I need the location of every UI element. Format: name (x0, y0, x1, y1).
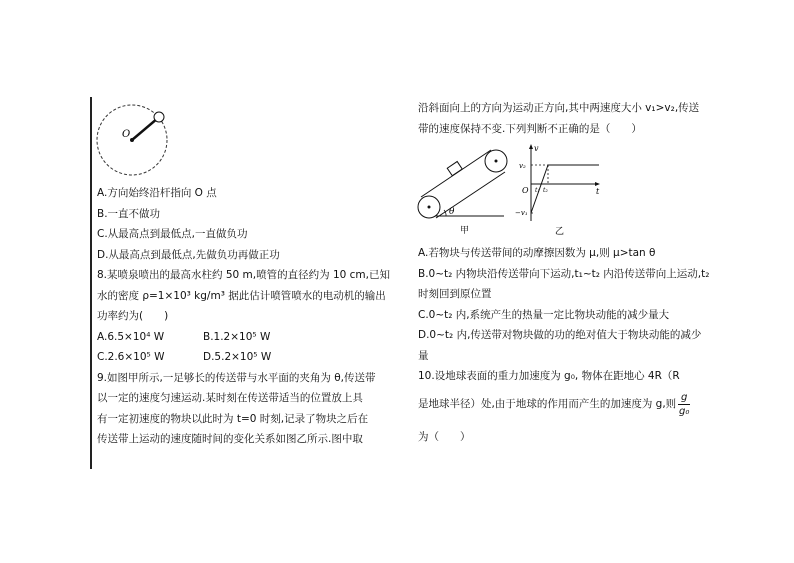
q7-option-c: C.从最高点到最低点,一直做负功 (97, 228, 248, 240)
right-column-bottom (418, 243, 723, 447)
q8-options-row (97, 327, 415, 348)
q8-option-b: B.1.2×10⁵ W (203, 330, 271, 343)
circle-rod-figure (95, 100, 175, 180)
g-ratio-fraction (678, 391, 690, 418)
q8-stem-line: 水的密度 ρ=1×10³ kg/m³ 据此估计喷管喷水的电动机的输出 (97, 289, 386, 302)
q8-options-row (97, 347, 415, 368)
q9-option-a: A.若物块与传送带间的动摩擦因数为 μ,则 μ>tan θ (418, 247, 656, 259)
margin-rule (90, 97, 92, 469)
v-axis-label: v (534, 144, 539, 153)
q8-stem-line: 功率约为( ) (97, 310, 169, 322)
v1-label: −v₁ (515, 209, 528, 217)
fraction-denominator: g₀ (679, 406, 690, 417)
q8-option-c: C.2.6×10⁵ W (97, 351, 165, 363)
q9-option-b-cont: 时刻回到原位置 (418, 288, 492, 300)
conveyor-belt-figure (416, 143, 516, 235)
q9-stem-cont: 沿斜面向上的方向为运动正方向,其中两速度大小 v₁>v₂,传送 (418, 102, 700, 114)
q10-stem-line (418, 387, 723, 423)
figure-jia-caption: 甲 (460, 226, 470, 235)
q9-option-c: C.0~t₂ 内,系统产生的热量一定比物块动能的减少量大 (418, 308, 670, 321)
q8-stem-line: 8.某喷泉喷出的最高水柱约 50 m,喷管的直径约为 10 cm,已知 (97, 269, 390, 281)
left-column (97, 183, 415, 450)
t2-label: t₂ (543, 187, 548, 194)
q8-option-d: D.5.2×10⁵ W (203, 351, 272, 363)
q10-line2-text: 是地球半径）处,由于地球的作用而产生的加速度为 g,则 (418, 398, 677, 411)
q8-option-a: A.6.5×10⁴ W (97, 330, 165, 343)
q9-stem-line: 以一定的速度匀速运动.某时刻在传送带适当的位置放上具 (97, 392, 363, 404)
q9-stem-line: 9.如图甲所示,一足够长的传送带与水平面的夹角为 θ,传送带 (97, 371, 376, 384)
q10-answer-blank: 为（ ） (418, 430, 471, 443)
v2-label: v₂ (519, 162, 526, 170)
right-column-top (418, 98, 723, 139)
center-label: O (122, 129, 131, 140)
q7-option-d: D.从最高点到最低点,先做负功再做正功 (97, 248, 280, 261)
q7-option-b: B.一直不做功 (97, 207, 161, 220)
q9-option-b: B.0~t₂ 内物块沿传送带向下运动,t₁~t₂ 内沿传送带向上运动,t₂ (418, 267, 710, 280)
q9-stem-cont: 带的速度保持不变.下列判断不正确的是（ ） (418, 122, 642, 135)
velocity-time-graph (512, 141, 604, 235)
origin-label: O (522, 186, 529, 195)
q9-option-d-cont: 量 (418, 349, 429, 362)
q9-stem-line: 传送带上运动的速度随时间的变化关系如图乙所示.图中取 (97, 433, 363, 445)
t1-label: t₁ (535, 187, 540, 194)
q7-option-a: A.方向始终沿杆指向 O 点 (97, 187, 217, 199)
theta-label: θ (449, 207, 455, 217)
q9-stem-line: 有一定初速度的物块以此时为 t=0 时刻,记录了物块之后在 (97, 412, 369, 425)
figure-yi-caption: 乙 (555, 227, 565, 235)
q9-option-d: D.0~t₂ 内,传送带对物块做的功的绝对值大于物块动能的减少 (418, 329, 702, 341)
t-axis-label: t (596, 187, 600, 196)
q10-stem-line: 10.设地球表面的重力加速度为 g₀, 物体在距地心 4R（R (418, 370, 680, 382)
fraction-numerator: g (681, 392, 688, 403)
